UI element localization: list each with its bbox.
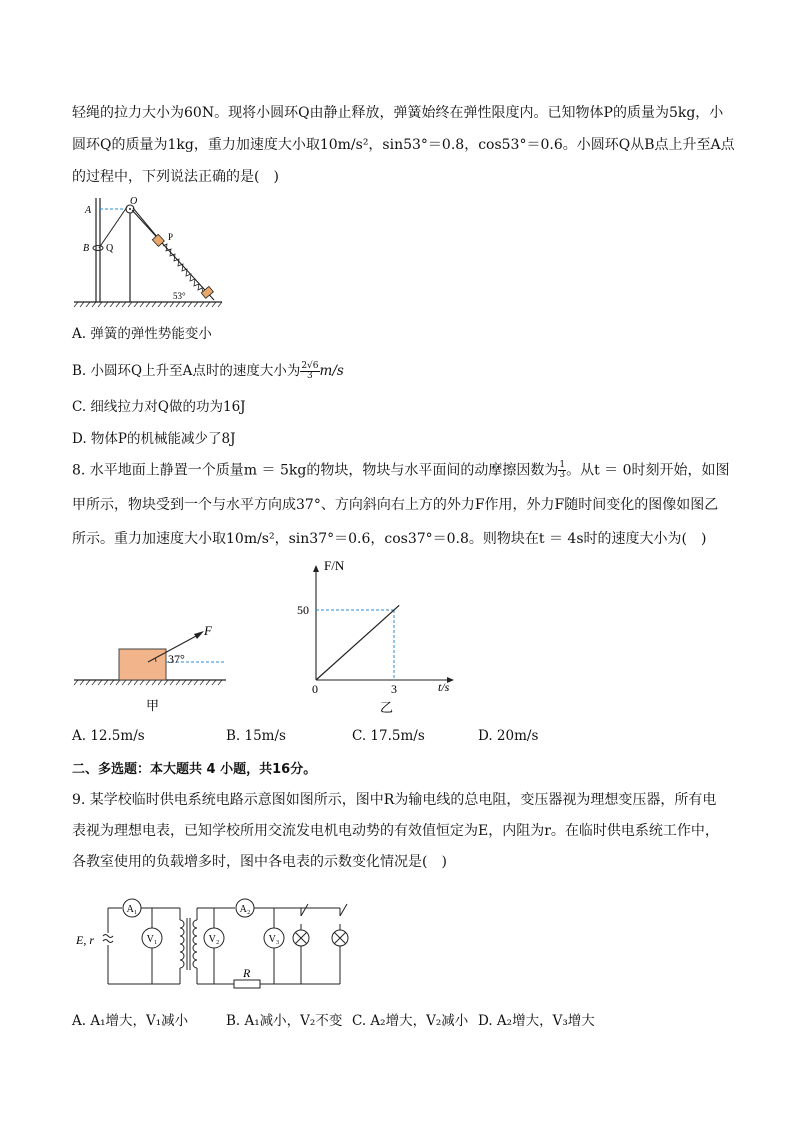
- a2-label: A₂: [239, 904, 251, 915]
- yi-caption: 乙: [380, 700, 394, 715]
- q8-option-a[interactable]: A. 12.5m/s: [72, 728, 145, 744]
- q8-figure-jia: [72, 618, 232, 714]
- primary-coil: [180, 920, 184, 968]
- a1-label: A₁: [126, 904, 138, 915]
- label-b: B: [83, 243, 90, 254]
- q8-stem-line-2: 甲所示，物块受到一个与水平方向成37°、方向斜向右上方的外力F作用，外力F随时间变化的图像如图乙: [72, 497, 719, 513]
- q7-option-b-prefix: B. 小圆环Q上升至A点时的速度大小为: [72, 363, 301, 379]
- q9-option-c[interactable]: C. A₂增大，V₂减小: [352, 1013, 469, 1029]
- origin-tick: 0: [312, 682, 318, 696]
- q9-option-a[interactable]: A. A₁增大，V₁减小: [72, 1013, 189, 1029]
- resistor-r: [234, 980, 260, 988]
- q7-option-b-fraction: [300, 362, 319, 381]
- section-heading: 二、多选题：本大题共 4 小题，共16分。: [72, 762, 317, 777]
- q7-stem-line-1: 轻绳的拉力大小为60N。现将小圆环Q由静止释放，弹簧始终在弹性限度内。已知物体P的质量为5kg，小: [72, 105, 724, 121]
- q8-stem-line-3: 所示。重力加速度大小取10m/s²，sin37°＝0.6，cos37°＝0.8。则物块在t ＝ 4s时的速度大小为( ): [72, 531, 707, 547]
- q8-option-b[interactable]: B. 15m/s: [226, 728, 286, 744]
- y-tick-50: 50: [297, 603, 309, 617]
- q7-option-a[interactable]: A. 弹簧的弹性势能变小: [72, 326, 212, 342]
- q7-figure: [72, 196, 232, 310]
- y-axis-label: F/N: [324, 558, 345, 573]
- q9-option-d[interactable]: D. A₂增大，V₃增大: [478, 1013, 595, 1029]
- q7-stem-line-3: 的过程中，下列说法正确的是( ): [72, 169, 279, 185]
- v2-label: V₂: [208, 934, 220, 945]
- force-arrowhead: [194, 631, 204, 639]
- q7-option-b-frac-den: 3: [307, 371, 313, 381]
- q7-option-b-frac-num: 2√6: [301, 361, 319, 371]
- ring-q: [93, 246, 103, 251]
- jia-angle-label: 37°: [168, 652, 185, 666]
- rope-q: [99, 207, 127, 248]
- jia-force-label: F: [204, 623, 212, 638]
- label-angle-53: 53°: [173, 291, 186, 301]
- q7-stem-line-2: 圆环Q的质量为1kg，重力加速度大小取10m/s²，sin53°＝0.8，cos53°＝0.6。小圆环Q从B点上升至A点: [72, 137, 735, 153]
- x-axis-label: t/s: [438, 680, 450, 694]
- q7-option-b-unit: m/s: [319, 363, 344, 379]
- q8-option-c[interactable]: C. 17.5m/s: [352, 728, 425, 744]
- q8-frac-den: 3: [559, 470, 566, 480]
- v3-label: V₃: [268, 934, 280, 945]
- q8-figure-yi-chart: [290, 556, 470, 718]
- ac-source-icon: [103, 935, 113, 938]
- label-o: O: [130, 196, 138, 207]
- source-label: E, r: [76, 933, 94, 947]
- q8-option-d[interactable]: D. 20m/s: [478, 728, 539, 744]
- switch-1: [301, 904, 308, 916]
- q9-circuit-diagram: [72, 886, 362, 992]
- switch-2: [340, 904, 347, 916]
- q8-stem-suffix: 。从t ＝ 0时刻开始，如图: [566, 462, 730, 479]
- q7-option-b[interactable]: [72, 359, 344, 381]
- q7-option-c[interactable]: C. 细线拉力对Q做的功为16J: [72, 399, 246, 415]
- q8-friction-fraction: [558, 461, 566, 480]
- label-p: P: [168, 232, 174, 242]
- series-line: [316, 605, 399, 680]
- label-a: A: [85, 205, 92, 216]
- q9-stem-line-3: 各教室使用的负载增多时，图中各电表的示数变化情况是( ): [72, 854, 447, 870]
- q7-option-d[interactable]: D. 物体P的机械能减少了8J: [72, 431, 236, 447]
- y-axis-arrow: [313, 565, 319, 572]
- rope-p: [133, 208, 158, 238]
- label-q: Q: [106, 243, 114, 254]
- v1-label: V₁: [146, 934, 158, 945]
- block: [119, 649, 166, 680]
- block-p: [152, 234, 164, 246]
- q8-stem-line-1: [72, 461, 730, 480]
- secondary-coil: [193, 920, 197, 968]
- jia-caption: 甲: [146, 698, 160, 713]
- q8-stem-prefix: 8. 水平地面上静置一个质量m ＝ 5kg的物块，物块与水平面间的动摩擦因数为: [72, 462, 559, 479]
- q8-frac-num: 1: [559, 460, 566, 470]
- q9-stem-line-1: 9. 某学校临时供电系统电路示意图如图所示，图中R为输电线的总电阻，变压器视为理想变压器，所有电: [72, 792, 717, 808]
- r-label: R: [243, 966, 251, 980]
- q9-stem-line-2: 表视为理想电表，已知学校所用交流发电机电动势的有效值恒定为E，内阻为r。在临时供电系统工作中，: [72, 823, 719, 839]
- x-tick-3: 3: [391, 682, 397, 696]
- q9-option-b[interactable]: B. A₁减小，V₂不变: [226, 1013, 343, 1029]
